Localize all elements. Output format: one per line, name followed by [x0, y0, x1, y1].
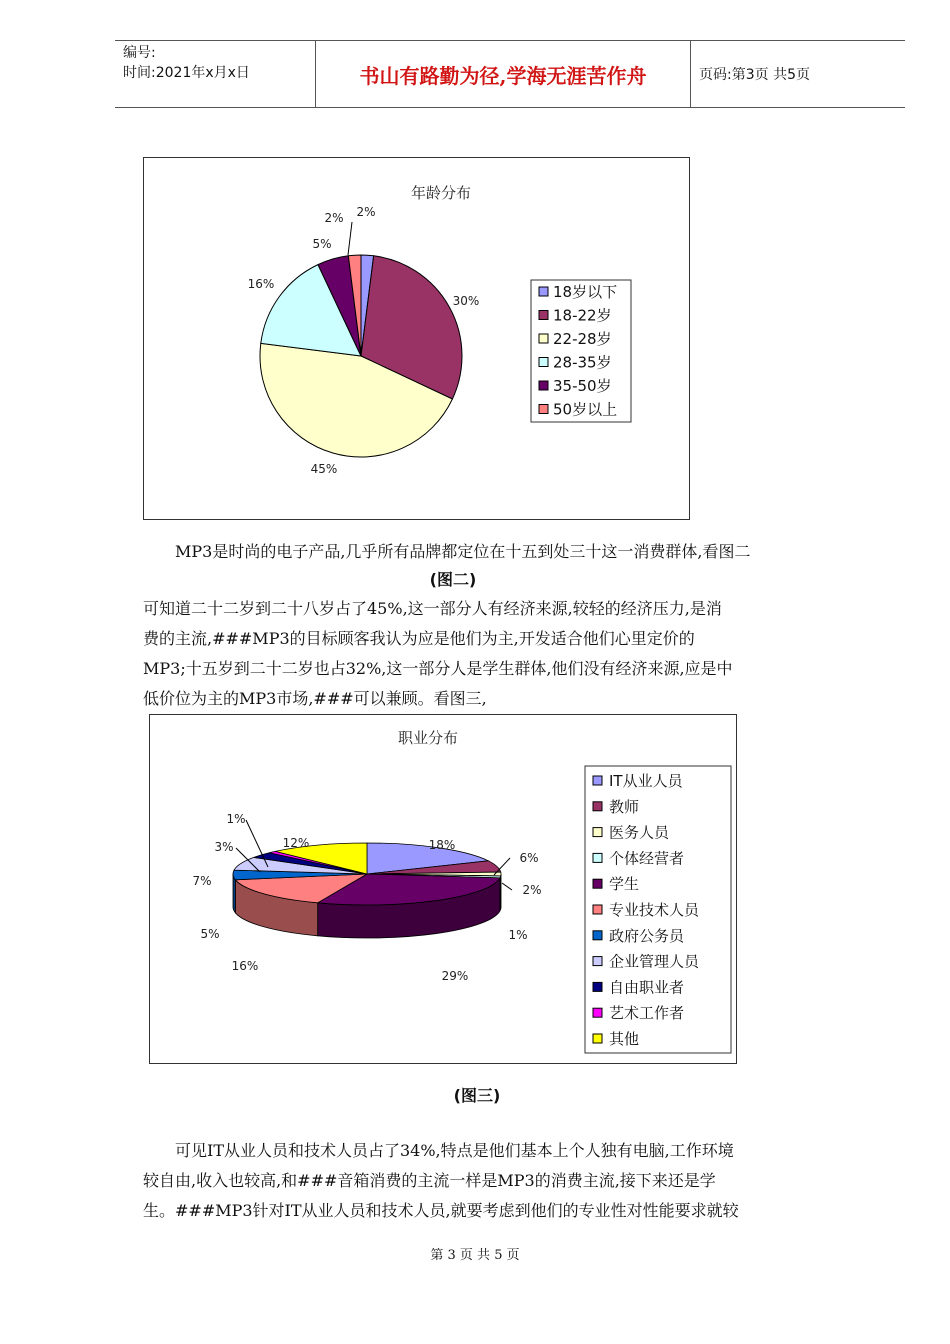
- age-slice-label: 2%: [324, 211, 344, 225]
- occupation-chart-title: 职业分布: [397, 729, 459, 747]
- occupation-legend-label: 医务人员: [609, 823, 670, 842]
- paragraph-3-line: 较自由,收入也较高,和###音箱消费的主流一样是MP3的消费主流,接下来还是学: [143, 1171, 716, 1190]
- occupation-legend-swatch: [593, 776, 602, 785]
- age-legend-label: 18岁以下: [553, 283, 618, 301]
- age-slice-label: 30%: [452, 294, 480, 308]
- age-legend-swatch: [539, 334, 548, 343]
- occupation-slice-label: 29%: [441, 969, 469, 983]
- paragraph-2-line: MP3;十五岁到二十二岁也占32%,这一部分人是学生群体,他们没有经济来源,应是中: [143, 659, 733, 678]
- paragraph-2-line: 可知道二十二岁到二十八岁占了45%,这一部分人有经济来源,较轻的经济压力,是消: [143, 599, 722, 618]
- age-slice-label: 16%: [247, 277, 275, 291]
- age-legend-label: 18-22岁: [553, 306, 612, 325]
- age-legend-label: 22-28岁: [553, 330, 612, 348]
- age-leader-line: [348, 222, 352, 255]
- figure-caption-2: (图二): [429, 570, 477, 589]
- page-header: [115, 40, 905, 108]
- header-page-label: 页码:第3页 共5页: [699, 67, 810, 83]
- header-id-label: 编号:: [123, 45, 156, 61]
- occupation-legend-swatch: [593, 982, 602, 991]
- age-legend-swatch: [539, 381, 548, 390]
- occupation-legend-swatch: [593, 1034, 602, 1043]
- occupation-legend-label: 教师: [609, 797, 640, 816]
- occupation-legend-label: 企业管理人员: [609, 952, 700, 971]
- paragraph-3-line: 可见IT从业人员和技术人员占了34%,特点是他们基本上个人独有电脑,工作环境: [175, 1141, 734, 1160]
- paragraph-2: [143, 594, 883, 714]
- paragraph-1-text: MP3是时尚的电子产品,几乎所有品牌都定位在十五到处三十这一消费群体,看图二: [175, 542, 751, 561]
- occupation-slice-label: 16%: [231, 959, 259, 973]
- occupation-legend-label: 学生: [609, 875, 640, 894]
- age-chart-title: 年龄分布: [410, 184, 472, 202]
- occupation-legend-label: 艺术工作者: [609, 1004, 685, 1023]
- occupation-leader-line: [502, 883, 512, 890]
- occupation-legend-swatch: [593, 828, 602, 837]
- age-pie-chart: [144, 158, 689, 519]
- occupation-slice-label: 12%: [282, 836, 310, 850]
- header-motto: 书山有路勤为径,学海无涯苦作舟: [315, 41, 691, 107]
- occupation-legend-label: IT从业人员: [609, 772, 683, 790]
- page-footer: 第 3 页 共 5 页: [430, 1248, 520, 1263]
- occupation-slice-label: 1%: [226, 812, 246, 826]
- occupation-slice-label: 1%: [508, 928, 528, 942]
- age-slice-label: 45%: [310, 462, 338, 476]
- occupation-legend-label: 其他: [609, 1030, 640, 1048]
- occupation-legend-swatch: [593, 931, 602, 940]
- header-meta: [123, 43, 315, 83]
- occupation-legend-swatch: [593, 905, 602, 914]
- occupation-legend-swatch: [593, 879, 602, 888]
- occupation-slice-label: 2%: [522, 883, 542, 897]
- occupation-legend-swatch: [593, 802, 602, 811]
- age-legend-swatch: [539, 311, 548, 320]
- age-legend-label: 35-50岁: [553, 377, 612, 395]
- occupation-slice-label: 3%: [214, 840, 234, 854]
- age-legend-swatch: [539, 287, 548, 296]
- occupation-slice-label: 5%: [200, 927, 220, 941]
- occupation-legend-swatch: [593, 957, 602, 966]
- age-slice-label: 2%: [356, 205, 376, 219]
- occupation-slice-label: 18%: [428, 838, 456, 852]
- age-legend-swatch: [539, 405, 548, 414]
- occupation-slice-label: 7%: [192, 874, 212, 888]
- age-chart-frame: [143, 157, 690, 520]
- paragraph-2-line: 低价位为主的MP3市场,###可以兼顾。看图三,: [143, 689, 487, 708]
- occupation-legend-label: 政府公务员: [609, 926, 685, 945]
- paragraph-2-line: 费的主流,###MP3的目标顾客我认为应是他们为主,开发适合他们心里定价的: [143, 629, 695, 648]
- occupation-slice-label: 6%: [519, 851, 539, 865]
- figure-caption-3: (图三): [453, 1086, 501, 1105]
- paragraph-3: [143, 1136, 883, 1226]
- paragraph-3-line: 生。###MP3针对IT从业人员和技术人员,就要考虑到他们的专业性对性能要求就较: [143, 1201, 739, 1220]
- paragraph-1: [143, 537, 883, 567]
- occupation-legend-label: 专业技术人员: [609, 901, 700, 919]
- occupation-legend-swatch: [593, 853, 602, 862]
- occupation-chart-frame: [149, 714, 737, 1064]
- occupation-legend-swatch: [593, 1008, 602, 1017]
- age-slice-label: 5%: [312, 237, 332, 251]
- age-legend-label: 28-35岁: [553, 353, 612, 372]
- occupation-legend-label: 自由职业者: [609, 978, 685, 997]
- occupation-pie-chart: [150, 715, 736, 1063]
- age-legend-label: 50岁以上: [553, 400, 618, 419]
- occupation-legend-label: 个体经营者: [609, 849, 685, 868]
- age-legend-swatch: [539, 358, 548, 367]
- header-date-label: 时间:2021年x月x日: [123, 65, 250, 81]
